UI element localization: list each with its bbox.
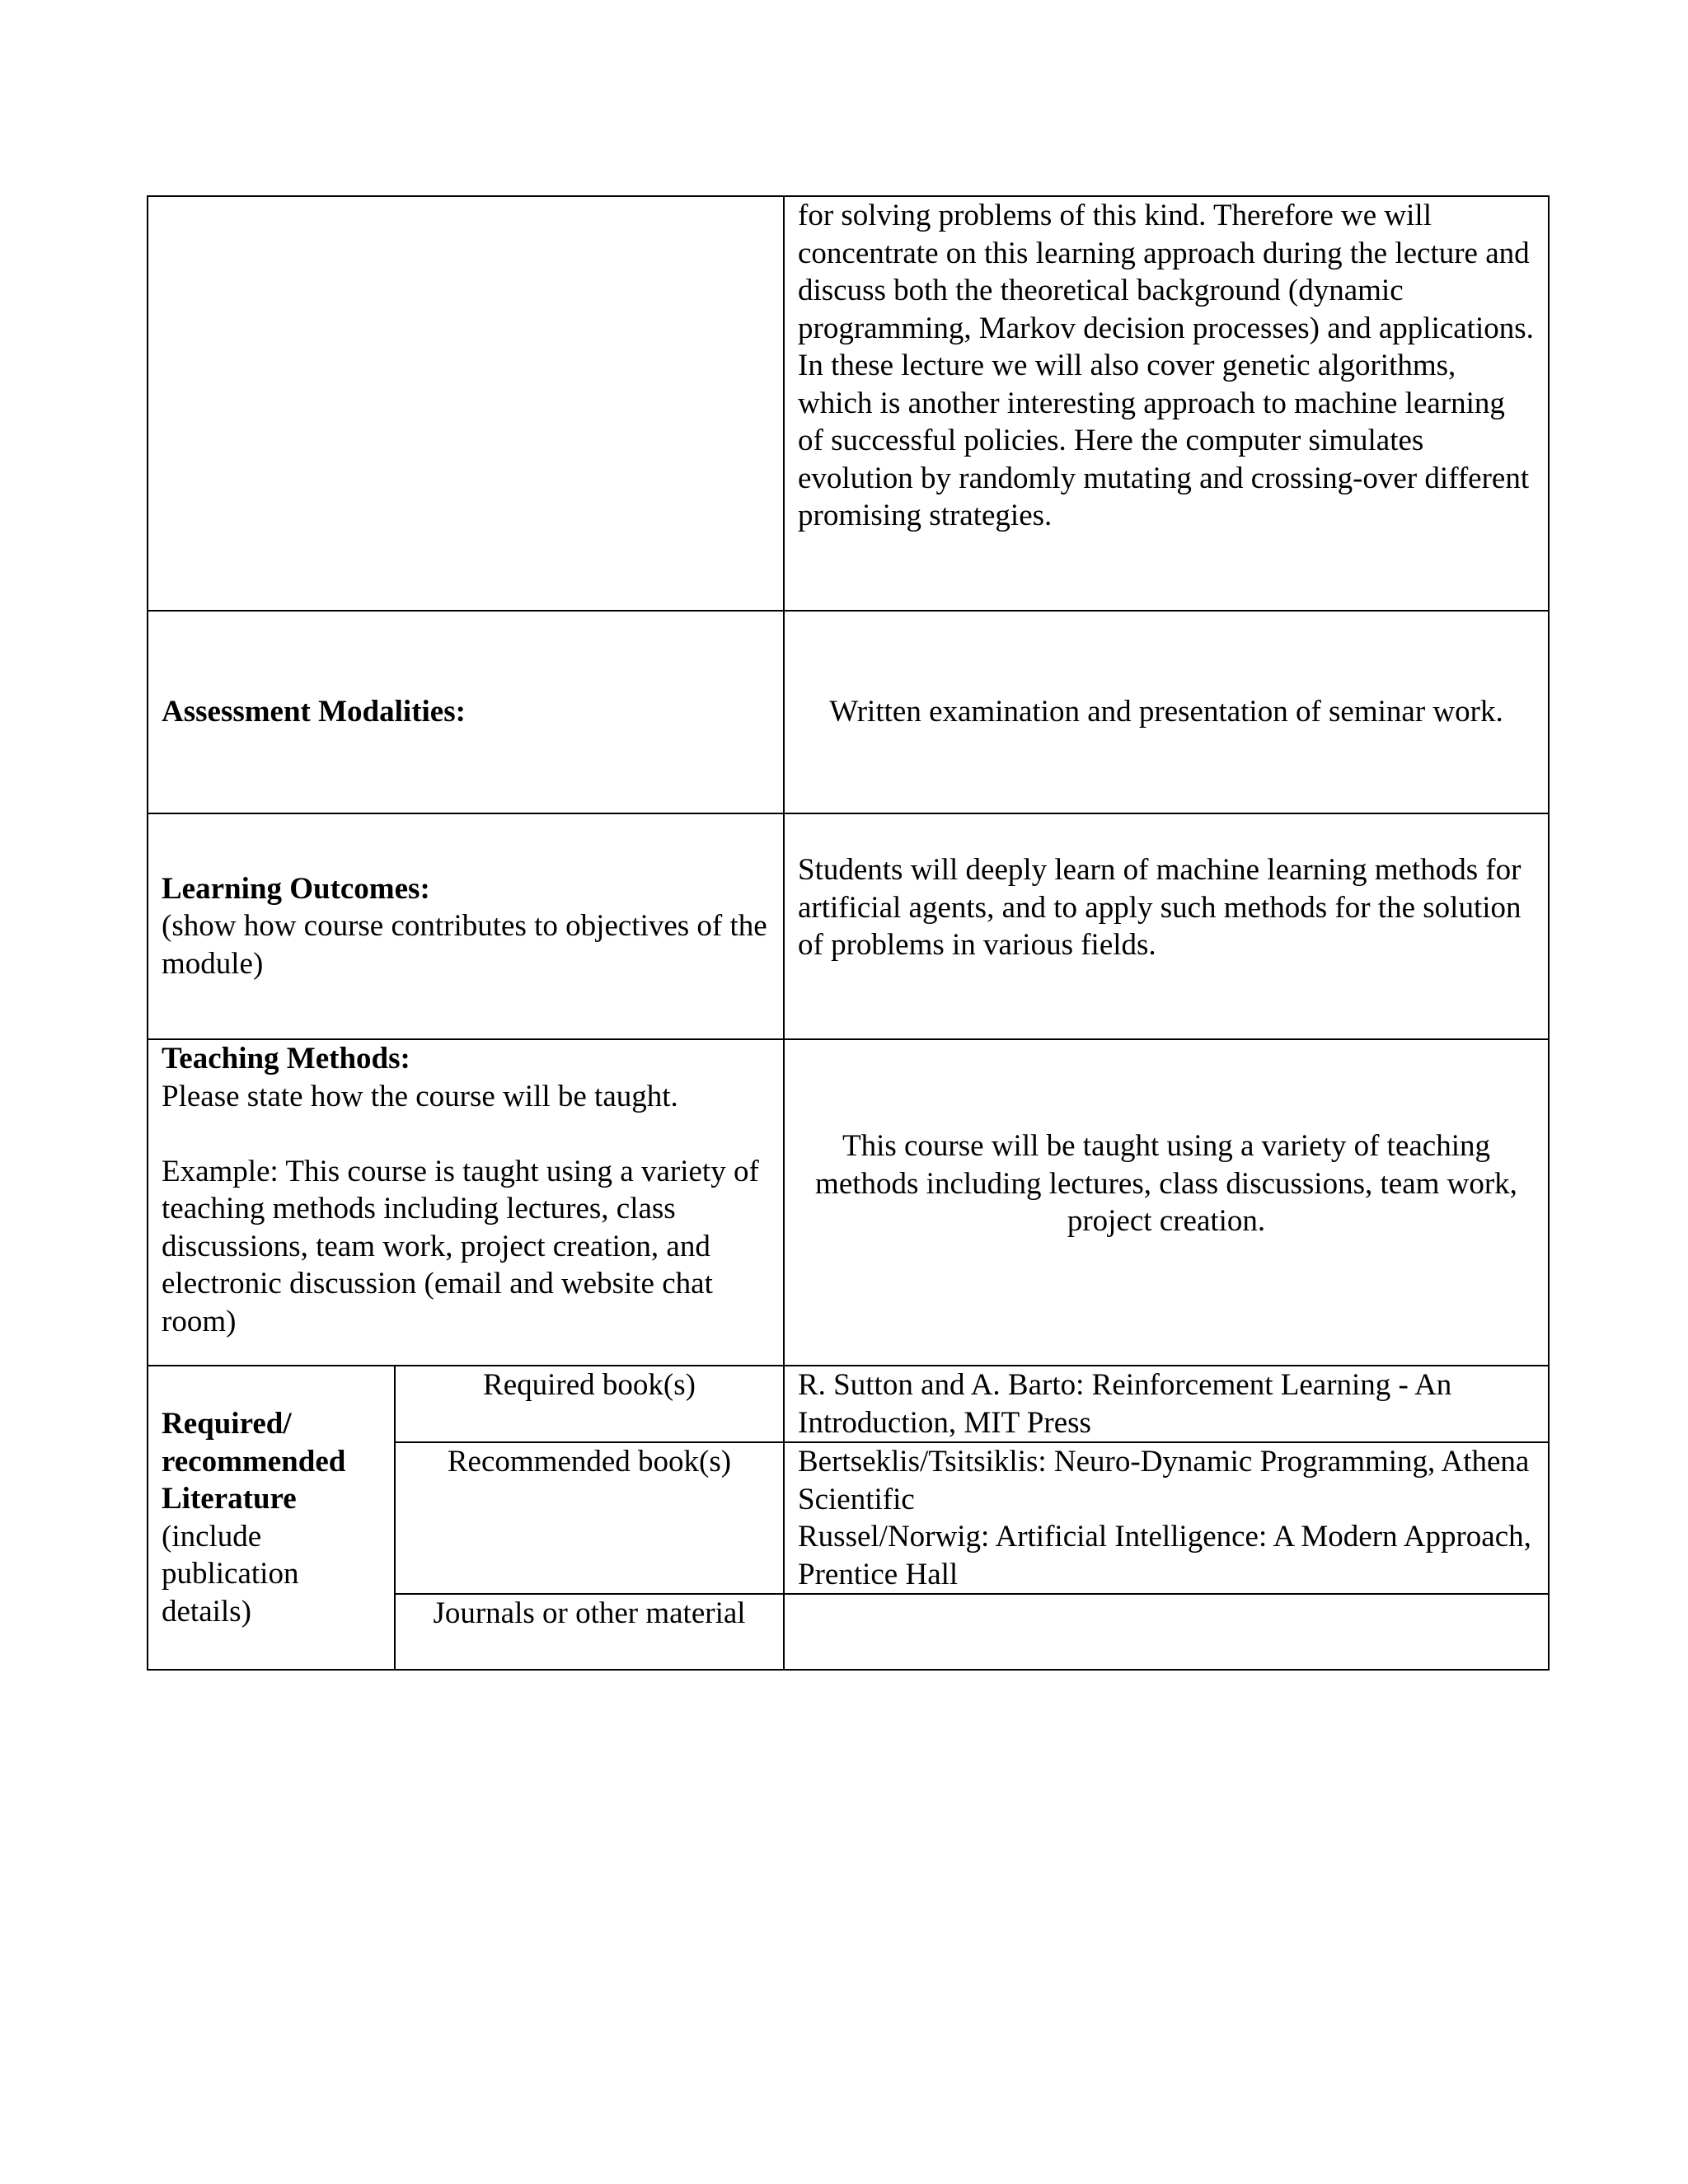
recommended-books-label: Recommended book(s) (447, 1445, 732, 1479)
teaching-methods-value-cell (784, 1039, 1549, 1366)
learning-outcomes-label: Learning Outcomes: (162, 871, 430, 906)
required-books-value: R. Sutton and A. Barto: Reinforcement Learning - An Introduction, MIT Press (798, 1368, 1452, 1440)
assessment-label: Assessment Modalities: (162, 695, 466, 729)
teaching-methods-value: This course will be taught using a variety of teaching methods including lectures, class discussions, team work, project creation. (815, 1129, 1517, 1238)
assessment-row (148, 611, 1549, 813)
literature-label-cell (148, 1366, 395, 1670)
learning-outcomes-spacer (798, 964, 1535, 1002)
description-row (148, 196, 1549, 611)
learning-outcomes-row (148, 813, 1549, 1039)
learning-outcomes-hint: (show how course contributes to objectives of the module) (162, 909, 767, 981)
journals-value-cell (784, 1594, 1549, 1670)
journals-label: Journals or other material (433, 1596, 746, 1630)
teaching-methods-row (148, 1039, 1549, 1366)
recommended-books-label-cell (395, 1442, 784, 1594)
teaching-methods-value-spacer (798, 1240, 1535, 1278)
assessment-label-cell (148, 611, 784, 813)
teaching-methods-spacer (162, 1115, 770, 1153)
required-books-label: Required book(s) (483, 1368, 696, 1402)
learning-outcomes-label-cell (148, 813, 784, 1039)
teaching-methods-example: Example: This course is taught using a variety of teaching methods including lectures, class discussions, team work, project creation, and electronic discussion (email and website chat room) (162, 1154, 759, 1338)
teaching-methods-instruction: Please state how the course will be taught. (162, 1079, 678, 1113)
recommended-books-value-cell (784, 1442, 1549, 1594)
course-description-table (147, 195, 1550, 1671)
literature-required-row (148, 1366, 1549, 1442)
assessment-value: Written examination and presentation of seminar work. (829, 695, 1503, 729)
required-books-value-cell (784, 1366, 1549, 1442)
description-paragraph-2: In these lecture we will also cover genetic algorithms, which is another interesting approach to machine learning of successful policies. Here the computer simulates evolution by randomly mutating and crossing-over different promising strategies. (798, 349, 1530, 532)
teaching-methods-label-cell (148, 1039, 784, 1366)
learning-outcomes-value: Students will deeply learn of machine learning methods for artificial agents, and to apply such methods for the solution of problems in various fields. (798, 853, 1522, 962)
required-books-label-cell (395, 1366, 784, 1442)
journals-label-cell (395, 1594, 784, 1670)
recommended-book-1: Bertseklis/Tsitsiklis: Neuro-Dynamic Programming, Athena Scientific (798, 1445, 1530, 1516)
description-value-cell (784, 196, 1549, 611)
literature-label: Required/ recommended Literature (162, 1407, 346, 1516)
teaching-methods-label: Teaching Methods: (162, 1042, 410, 1076)
description-continuation: for solving problems of this kind. Therefore we will concentrate on this learning approach during the lecture and discuss both the theoretical background (dynamic programming, Markov decision processes) and applications. (798, 199, 1534, 345)
learning-outcomes-value-cell (784, 813, 1549, 1039)
recommended-book-2: Russel/Norwig: Artificial Intelligence: A Modern Approach, Prentice Hall (798, 1520, 1531, 1591)
description-label-cell (148, 196, 784, 611)
assessment-value-cell (784, 611, 1549, 813)
literature-hint: (include publication details) (162, 1519, 299, 1629)
